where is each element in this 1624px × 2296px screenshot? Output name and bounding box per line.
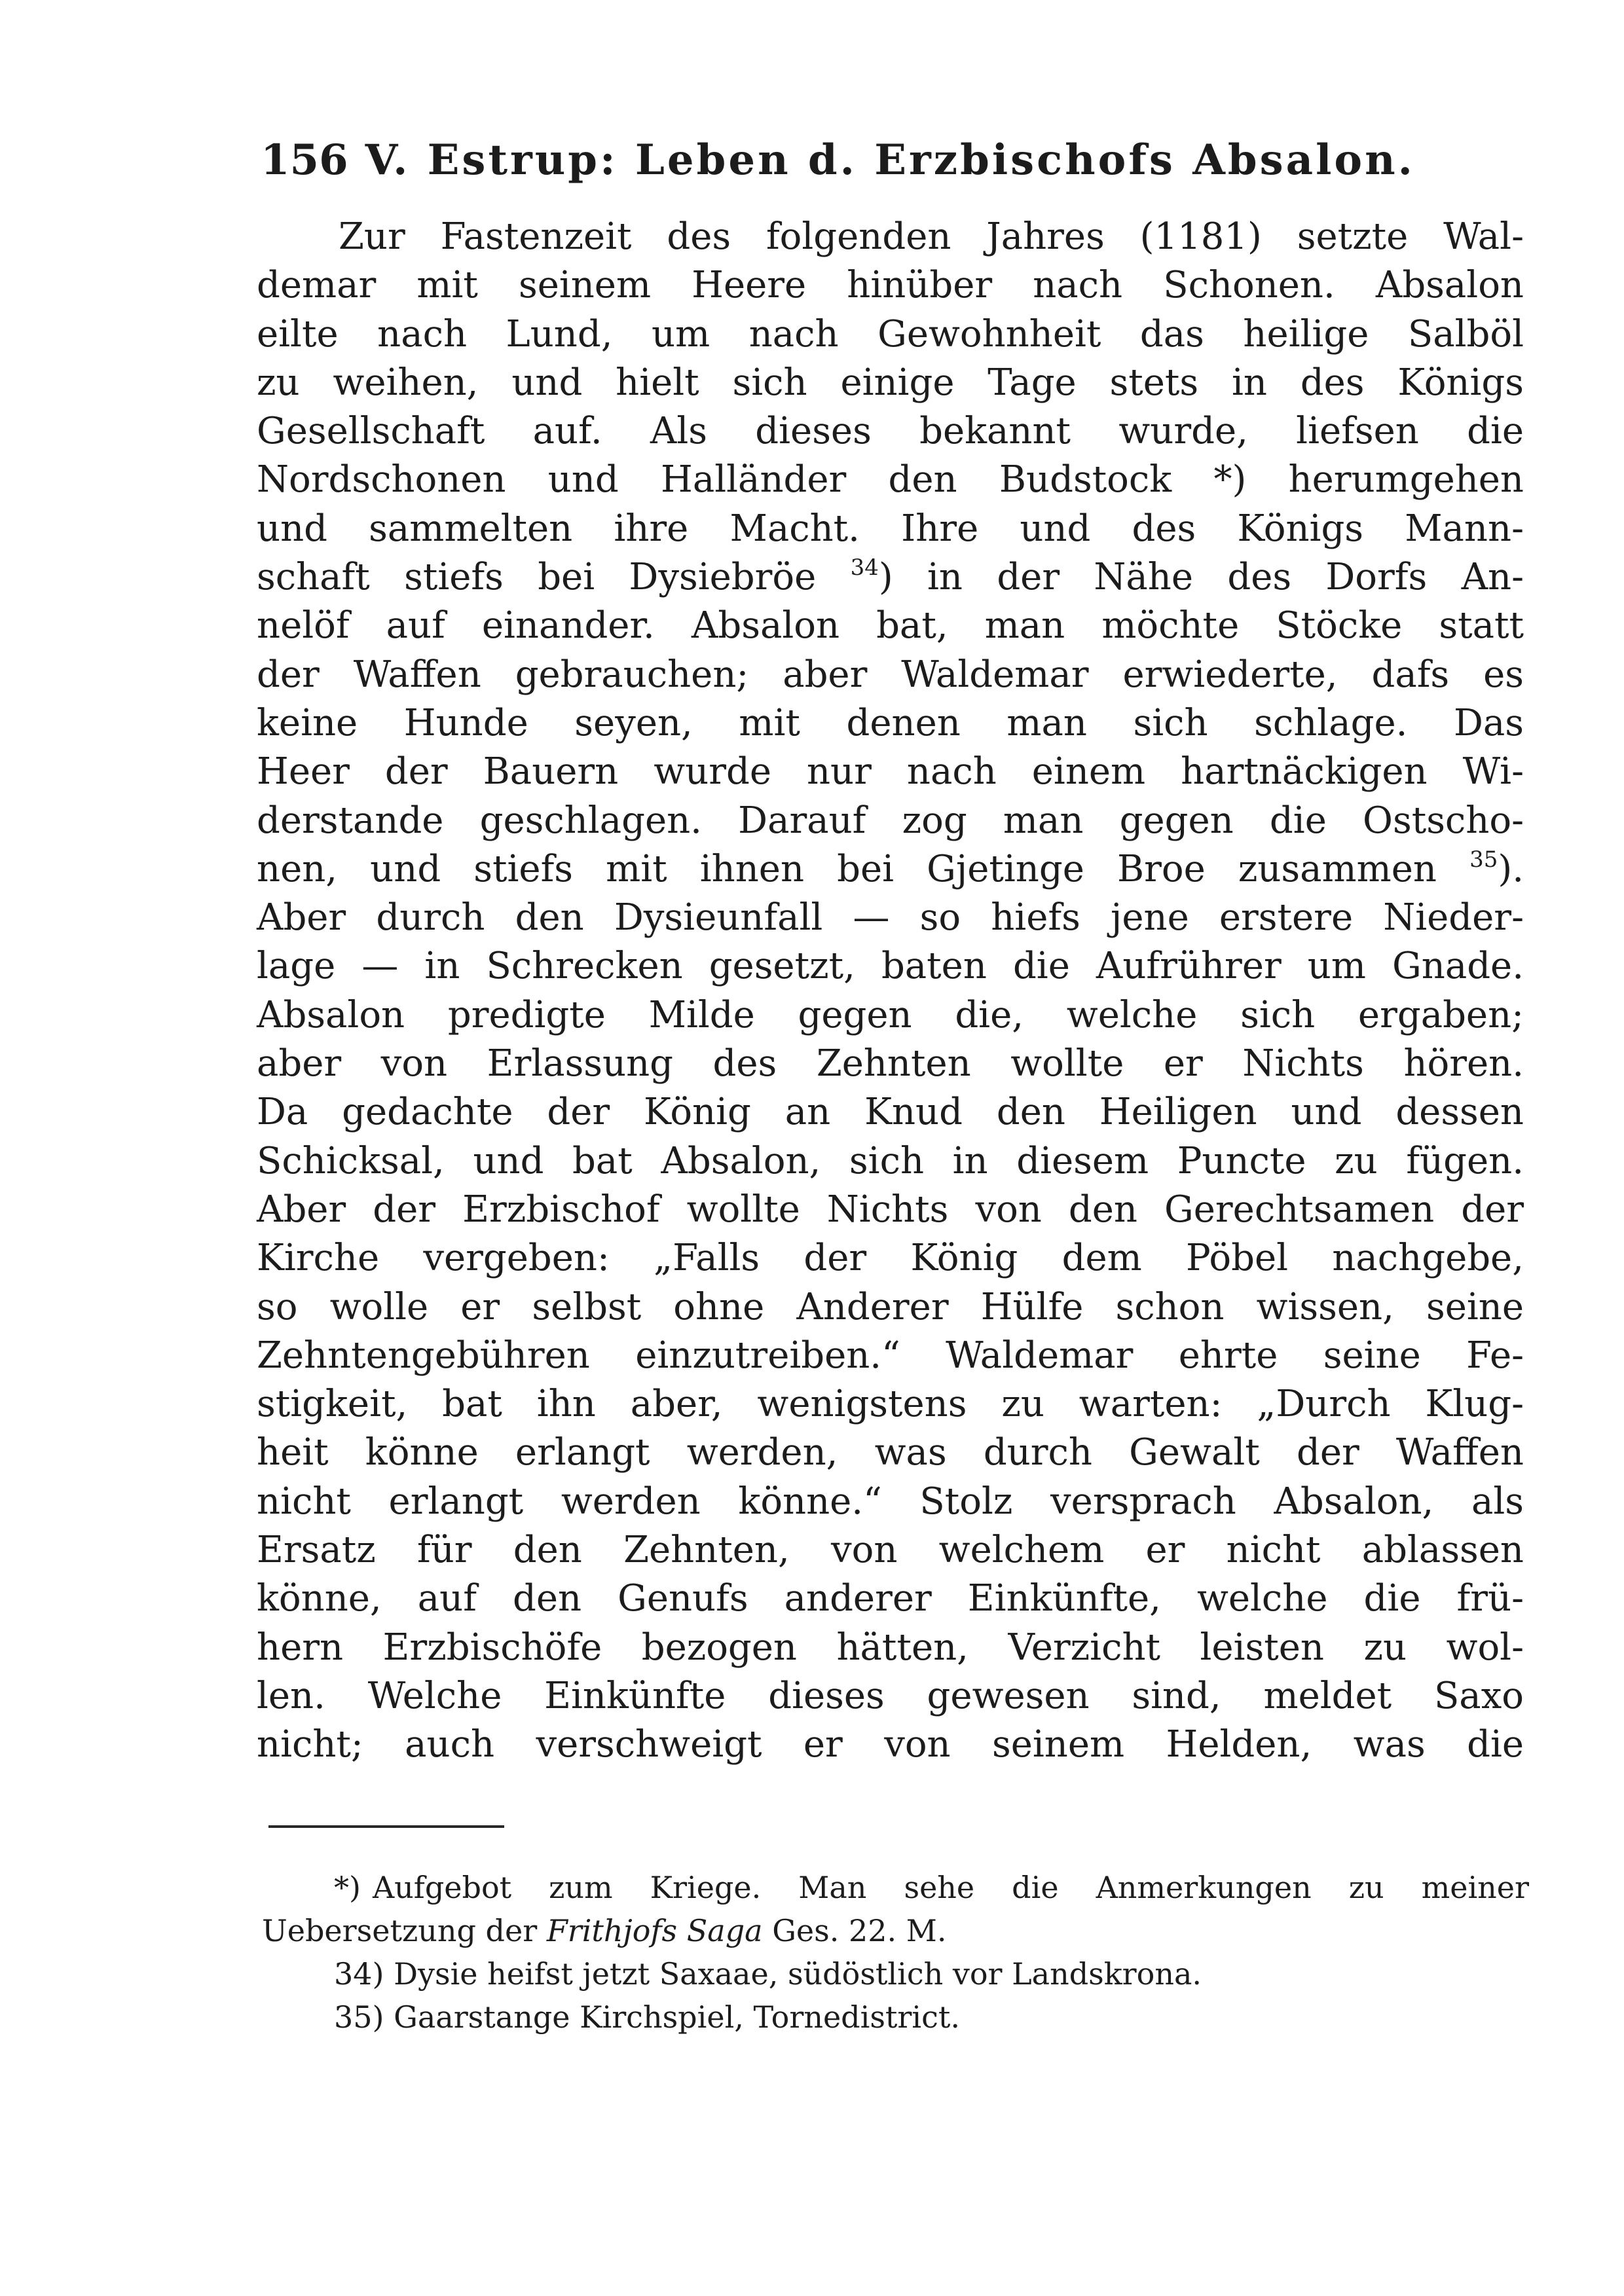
text-line: nicht erlangt werden könne.“ Stolz versprach Absalon, als [257,1480,1524,1523]
text-line: zu weihen, und hielt sich einige Tage stets in des Königs [257,361,1524,404]
text-line-start: schaft stiefs bei Dysiebröe [257,556,817,599]
text-line: demar mit seinem Heere hinüber nach Schonen. Absalon [257,264,1524,307]
footnote-text: Uebersetzung der [262,1913,538,1948]
text-line: Aber durch den Dysieunfall — so hiefs jene erstere Nieder- [257,896,1524,939]
text-line: Zehntengebühren einzutreiben.“ Waldemar ehrte seine Fe- [257,1334,1524,1377]
footnotes [262,1866,1529,2039]
body-text [257,213,1524,1770]
text-line: Heer der Bauern wurde nur nach einem hartnäckigen Wi- [257,750,1524,793]
text-line: stigkeit, bat ihn aber, wenigstens zu warten: „Durch Klug- [257,1383,1524,1426]
text-line: der Waffen gebrauchen; aber Waldemar erwiederte, dafs es [257,653,1524,696]
text-line: keine Hunde seyen, mit denen man sich schlage. Das [257,701,1524,744]
text-line: Kirche vergeben: „Falls der König dem Pöbel nachgebe, [257,1237,1524,1280]
footnote-divider [268,1825,504,1828]
footnote-35: 35) Gaarstange Kirchspiel, Tornedistrict. [334,1999,960,2035]
text-line: heit könne erlangt werden, was durch Gewalt der Waffen [257,1431,1524,1474]
text-line: hern Erzbischöfe bezogen hätten, Verzicht leisten zu wol- [257,1626,1524,1669]
text-line: len. Welche Einkünfte dieses gewesen sind, meldet Saxo [257,1674,1524,1717]
text-line: Zur Fastenzeit des folgenden Jahres (1181) setzte Wal- [339,215,1524,258]
book-title: Frithjofs Saga [546,1913,763,1948]
text-line-end: ) in der Nähe des Dorfs An- [878,556,1524,599]
text-line: Schicksal, und bat Absalon, sich in diesem Puncte zu fügen. [257,1139,1524,1182]
footnote-star-marker: *) [334,1870,361,1905]
text-line: Ersatz für den Zehnten, von welchem er nicht ablassen [257,1529,1524,1572]
text-line: nicht; auch verschweigt er von seinem Helden, was die [257,1723,1524,1766]
page-number: 156 [261,136,348,185]
footnote-text: Ges. 22. M. [772,1913,947,1948]
footnote-star-continuation [262,1909,1529,1952]
text-line: Absalon predigte Milde gegen die, welche sich ergaben; [257,993,1524,1036]
text-line: Gesellschaft auf. Als dieses bekannt wurde, liefsen die [257,410,1524,453]
text-line: aber von Erlassung des Zehnten wollte er Nichts hören. [257,1042,1524,1085]
text-line: so wolle er selbst ohne Anderer Hülfe schon wissen, seine [257,1285,1524,1328]
running-title: V. Estrup: Leben d. Erzbischofs Absalon. [365,136,1415,185]
text-line: Nordschonen und Halländer den Budstock *) herumgehen [257,458,1524,501]
text-line: derstande geschlagen. Darauf zog man gegen die Ostscho- [257,799,1524,842]
text-line: und sammelten ihre Macht. Ihre und des Königs Mann- [257,507,1524,550]
text-line: Da gedachte der König an Knud den Heiligen und dessen [257,1091,1524,1134]
footnote-star-line [262,1866,1529,1909]
text-line: Aber der Erzbischof wollte Nichts von den Gerechtsamen der [257,1188,1524,1231]
text-line: eilte nach Lund, um nach Gewohnheit das heilige Salböl [257,312,1524,355]
text-line: lage — in Schrecken gesetzt, baten die Aufrührer um Gnade. [257,945,1524,988]
text-line-end: ). [1498,847,1524,890]
footnote-ref-35: 35 [1469,846,1498,873]
text-line: könne, auf den Genufs anderer Einkünfte, welche die frü- [257,1577,1524,1620]
text-line [257,553,1524,602]
footnote-ref-34: 34 [850,555,879,581]
footnote-star-text: Aufgebot zum Kriege. Man sehe die Anmerkungen zu meiner [372,1870,1529,1905]
text-line-start: nen, und stiefs mit ihnen bei Gjetinge Broe zusammen [257,847,1437,890]
text-line [257,845,1524,894]
footnote-34: 34) Dysie heifst jetzt Saxaae, südöstlich vor Landskrona. [334,1956,1202,1992]
text-line: nelöf auf einander. Absalon bat, man möchte Stöcke statt [257,604,1524,647]
page-header [261,128,1544,193]
